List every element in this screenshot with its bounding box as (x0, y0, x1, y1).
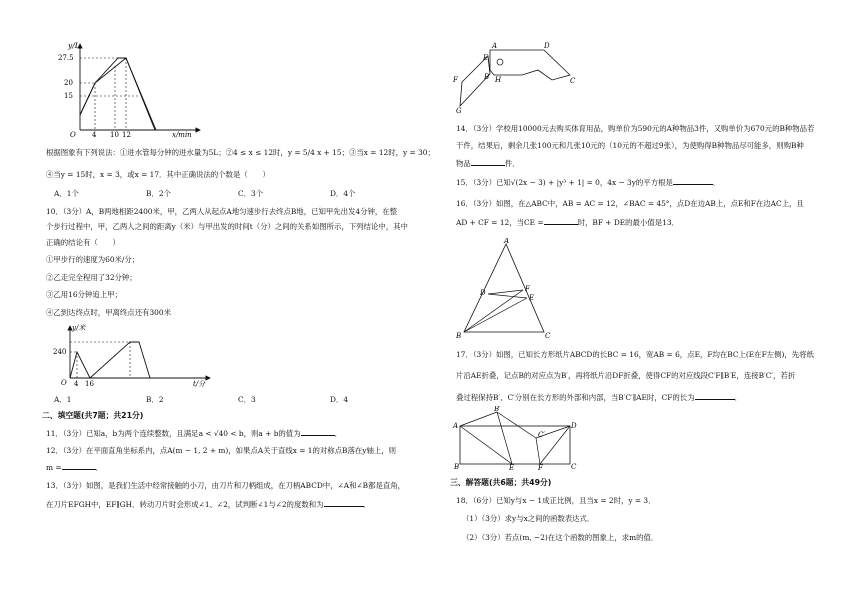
q12-label: m = (46, 463, 62, 472)
q9-options (54, 189, 422, 198)
q12-text-1: 12．（3分）在平面直角坐标系内，点A(m − 1, 2 + m)，如果点A关于直线x = 1的对称点B落在y轴上，则 (46, 446, 397, 455)
q10-options (54, 395, 422, 404)
q11-label: 11．（3分）已知a，b为两个连续整数，且满足a < √40 < b，则a + b的值为 (46, 429, 301, 438)
knife-label-h: H (495, 76, 502, 84)
q13-text-2: 在刀片EFGH中，EF∥GH．转动刀片时会形成∠1、∠2，试判断∠1与∠2的度数和为 ． (46, 500, 371, 509)
q18-part-2: （2）（3分）若点(m, −2)在这个函数的图象上，求m的值． (462, 533, 659, 542)
q10-text-2: 个步行过程中，甲，乙两人之间的距离y（米）与甲出发的时间t（分）之间的关系如图所示，下列结论中，其中 (46, 222, 408, 231)
fig1-origin: O (70, 131, 76, 138)
tri-label-b: B (456, 332, 462, 340)
q18-part-1: （1）（3分）求y与x之间的函数表达式． (462, 514, 595, 523)
rect-label-f: F (538, 464, 543, 470)
rectangle-figure (452, 406, 580, 470)
q17-text-3: 叠过程保持B′、C′分别在长方形的外部和内部，当B′C′∥AE时，CF的长为 ． (456, 393, 742, 402)
q9-text-2: ④当y = 15时，x = 3，或x = 17．其中正确说法的个数是（ ） (46, 170, 270, 179)
knife-label-f: F (453, 76, 458, 84)
q10-item-3: ③乙用16分钟追上甲； (46, 290, 122, 299)
tri-label-e: E (529, 294, 535, 302)
knife-label-a: A (492, 42, 498, 50)
q14-text-2: 干件，结果后，剩余几张100元和几张10元的（10元的不超过9张），为使购得B种物品尽可能多，则购B种 (456, 141, 804, 150)
knife-label-c: C (570, 77, 576, 85)
knife-figure (452, 42, 582, 114)
q10-graph (50, 322, 220, 390)
q17-text-2: 片沿AE折叠，记点B的对应点为B′，再将纸片沿DF折叠，使得CF的对应线段C′F∥B′E，连接B′C′，若折 (456, 371, 796, 380)
q15-answer-blank[interactable] (673, 177, 713, 185)
fig2-xtick-16: 16 (85, 380, 94, 388)
q9-option-a[interactable]: A．1个 (54, 189, 79, 198)
q12-text-2: m = ． (46, 463, 103, 472)
left-column (36, 0, 436, 608)
q15-text: 15．（3分）已知√(2x − 3) + |y³ + 1| = 0，4x − 3y的平方根是 ． (456, 178, 721, 187)
q14-answer-blank[interactable] (471, 158, 505, 166)
rect-label-e: E (509, 464, 515, 470)
q10-option-d[interactable]: D．4 (330, 395, 349, 404)
q13-text-1: 13．（3分）如图，是我们生活中经常接触的小刀，由刀片和刀柄组成，在刀柄ABCD中，∠A和∠B都是直角， (46, 481, 406, 490)
fig2-xlabel: t/分 (193, 380, 206, 388)
q11-answer-blank[interactable] (301, 428, 335, 436)
q9-option-c[interactable]: C．3个 (238, 189, 264, 198)
knife-label-e: E (483, 54, 489, 62)
q16-label-b: 时，BF + DE的最小值是13． (577, 218, 679, 227)
q12-answer-blank[interactable] (62, 462, 96, 470)
fig1-ytick-27: 27.5 (58, 54, 74, 62)
section-3-heading: 三、解答题(共6题；共49分) (450, 478, 552, 487)
fig1-ytick-15: 15 (64, 92, 73, 100)
q9-option-d[interactable]: D．4个 (330, 189, 356, 198)
q17-label: 叠过程保持B′、C′分别在长方形的外部和内部，当B′C′∥AE时，CF的长为 (456, 393, 695, 402)
tri-label-c: C (545, 332, 551, 340)
q17-answer-blank[interactable] (695, 392, 735, 400)
fig1-ylabel: y/L (68, 41, 80, 50)
rect-label-cprime: C′ (538, 431, 545, 439)
rect-label-bprime: B′ (494, 406, 501, 413)
q10-option-b[interactable]: B．2 (146, 395, 164, 404)
rect-label-c: C (571, 463, 577, 470)
q16-text-1: 16．（3分）如图，在△ABC中，AB = AC = 12，∠BAC = 45°，点D在边AB上，点E和F在边AC上，且 (456, 199, 804, 208)
knife-label-d: D (544, 42, 550, 50)
triangle-figure (452, 238, 552, 340)
q18-text: 18．（6分）已知y与x − 1成正比例，且当x = 2时，y = 3． (456, 496, 656, 505)
q9-graph (50, 38, 210, 138)
section-2-heading: 二、填空题(共7题；共21分) (42, 411, 144, 420)
tri-label-a: A (504, 238, 510, 245)
q10-option-a[interactable]: A．1 (54, 395, 72, 404)
fig2-ytick-240: 240 (53, 348, 67, 356)
q10-item-4: ④乙到达终点时，甲离终点还有300米 (46, 308, 171, 317)
fig2-ylabel: y/米 (72, 324, 86, 332)
q9-text: 根据图象有下列说法：①进水管每分钟的进水量为5L；②4 ≤ x ≤ 12时，y = 5/4 x + 15；③当x = 12时，y = 30； (46, 148, 435, 157)
fig1-xlabel: x/min (172, 131, 192, 138)
q13-label: 在刀片EFGH中，EF∥GH．转动刀片时会形成∠1、∠2，试判断∠1与∠2的度数和为 (46, 500, 324, 509)
q14-label: 物品 (456, 159, 471, 168)
q10-item-1: ①甲步行的速度为60米/分； (46, 255, 140, 264)
q9-option-b[interactable]: B．2个 (146, 189, 171, 198)
fig1-xtick-4: 4 (92, 131, 97, 138)
q10-option-c[interactable]: C．3 (238, 395, 256, 404)
tri-label-f: F (525, 285, 530, 293)
q14-text-3 (456, 158, 520, 168)
fig1-xtick-10: 10 (110, 131, 119, 138)
knife-label-b: B (484, 73, 490, 81)
q16-label-a: AD + CF = 12，当CE = (456, 218, 544, 227)
q16-answer-blank[interactable] (544, 217, 578, 225)
rect-label-a: A (453, 422, 459, 430)
q10-text-1: 10．（3分）A，B两地相距2400米，甲，乙两人从起点A地匀速步行去终点B地，已知甲先出发4分钟，在整 (46, 207, 398, 216)
right-column (446, 0, 846, 608)
fig2-xtick-4: 4 (74, 380, 79, 388)
rect-label-b: B (454, 463, 460, 470)
q14-text-1: 14．（3分）学校用10000元去购买体育用品，购单价为590元的A种物品3件，又购单价为670元的B种物品若 (456, 124, 815, 133)
q10-item-2: ②乙走完全程用了32分钟； (46, 273, 137, 282)
fig1-ytick-20: 20 (64, 79, 73, 87)
q14-unit: 件． (504, 159, 520, 168)
rect-label-d: D (571, 422, 577, 430)
q15-label: 15．（3分）已知√(2x − 3) + |y³ + 1| = 0，4x − 3y的平方根是 (456, 178, 673, 187)
q11-text: 11．（3分）已知a，b为两个连续整数，且满足a < √40 < b，则a + b的值为 ． (46, 429, 342, 438)
fig2-origin: O (61, 379, 67, 387)
fig1-xtick-12: 12 (122, 131, 131, 138)
q13-answer-blank[interactable] (324, 499, 364, 507)
knife-label-g: G (456, 107, 462, 114)
tri-label-d: D (480, 289, 486, 297)
q17-text-1: 17．（3分）如图，已知长方形纸片ABCD的长BC = 16，宽AB = 6，点E，F均在BC上(E在F左侧)，先将纸 (456, 350, 814, 359)
q16-text-2 (456, 217, 679, 227)
q10-text-3: 正确的结论有（ ） (46, 238, 120, 247)
